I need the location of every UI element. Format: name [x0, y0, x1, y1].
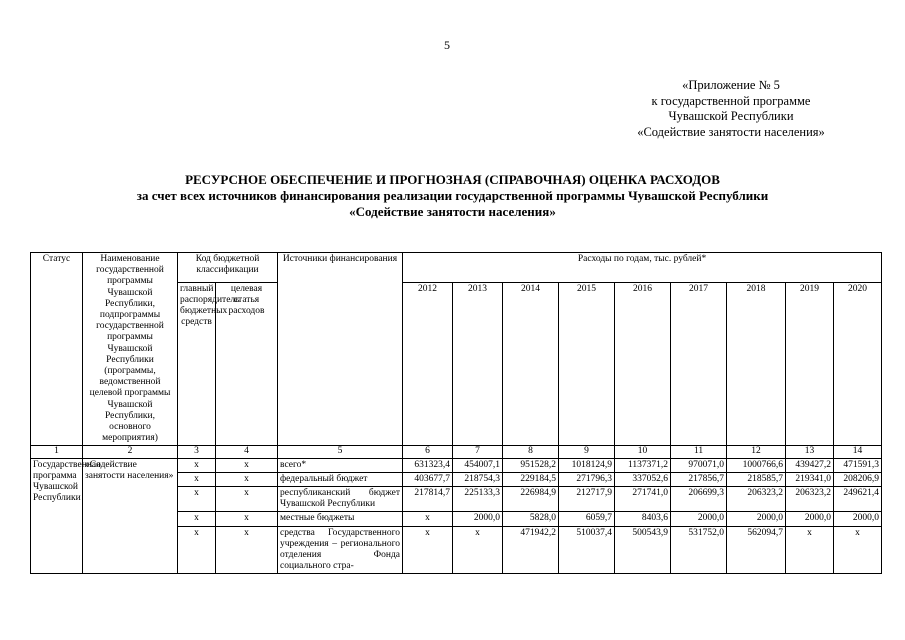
header-year: 2014 — [503, 282, 559, 446]
column-number: 2 — [83, 446, 178, 458]
source-cell: всего* — [278, 458, 403, 472]
value-cell: 226984,9 — [503, 487, 559, 512]
column-number-row — [31, 446, 882, 458]
value-cell: 217814,7 — [403, 487, 453, 512]
value-cell: 206323,2 — [786, 487, 834, 512]
value-cell: х — [834, 526, 882, 574]
header-year: 2015 — [559, 282, 615, 446]
value-cell: 206323,2 — [727, 487, 786, 512]
column-number: 12 — [727, 446, 786, 458]
column-number: 14 — [834, 446, 882, 458]
column-number: 5 — [278, 446, 403, 458]
header-row-1 — [31, 253, 882, 283]
value-cell: 531752,0 — [671, 526, 727, 574]
value-cell: 471942,2 — [503, 526, 559, 574]
value-cell: 403677,7 — [403, 472, 453, 486]
header-year: 2020 — [834, 282, 882, 446]
value-cell: 970071,0 — [671, 458, 727, 472]
header-status: Статус — [31, 253, 83, 446]
title-line-3: «Содействие занятости населения» — [349, 204, 556, 219]
appendix-line-1: «Приложение № 5 — [682, 78, 780, 92]
value-cell: 2000,0 — [834, 512, 882, 526]
header-main-manager: главный распорядитель бюджетных средств — [178, 282, 216, 446]
table-row — [31, 458, 882, 472]
value-cell: 439427,2 — [786, 458, 834, 472]
value-cell: 6059,7 — [559, 512, 615, 526]
value-cell: 471591,3 — [834, 458, 882, 472]
value-cell: 219341,0 — [786, 472, 834, 486]
appendix-caption — [620, 78, 842, 140]
column-number: 11 — [671, 446, 727, 458]
main-manager-cell: х — [178, 472, 216, 486]
header-name: Наименование государственной программы Чувашской Республики, подпрограммы государственной программы Чувашской Республики (программы, ведомственной целевой программы Чувашской Республики, основного мероприятия) — [83, 253, 178, 446]
value-cell: 1000766,6 — [727, 458, 786, 472]
header-budget-code: Код бюджетной классификации — [178, 253, 278, 283]
value-cell: 5828,0 — [503, 512, 559, 526]
value-cell: 271741,0 — [615, 487, 671, 512]
column-number: 1 — [31, 446, 83, 458]
title-line-1: РЕСУРСНОЕ ОБЕСПЕЧЕНИЕ И ПРОГНОЗНАЯ (СПРАВОЧНАЯ) ОЦЕНКА РАСХОДОВ — [185, 172, 720, 187]
value-cell: 562094,7 — [727, 526, 786, 574]
value-cell: 208206,9 — [834, 472, 882, 486]
document-title — [0, 172, 905, 220]
value-cell: 2000,0 — [727, 512, 786, 526]
source-cell: федеральный бюджет — [278, 472, 403, 486]
value-cell: 500543,9 — [615, 526, 671, 574]
column-number: 9 — [559, 446, 615, 458]
value-cell: 212717,9 — [559, 487, 615, 512]
header-year: 2018 — [727, 282, 786, 446]
value-cell: 631323,4 — [403, 458, 453, 472]
value-cell: 218754,3 — [453, 472, 503, 486]
target-article-cell: х — [216, 487, 278, 512]
value-cell: х — [786, 526, 834, 574]
header-sources: Источники финансирования — [278, 253, 403, 446]
value-cell: 2000,0 — [786, 512, 834, 526]
appendix-line-2: к государственной программе — [651, 93, 811, 108]
value-cell: 206699,3 — [671, 487, 727, 512]
column-number: 13 — [786, 446, 834, 458]
resource-table — [30, 252, 882, 574]
source-cell: местные бюджеты — [278, 512, 403, 526]
header-expenses: Расходы по годам, тыс. рублей* — [403, 253, 882, 283]
main-manager-cell: х — [178, 512, 216, 526]
value-cell: 218585,7 — [727, 472, 786, 486]
target-article-cell: х — [216, 472, 278, 486]
main-manager-cell: х — [178, 487, 216, 512]
column-number: 7 — [453, 446, 503, 458]
value-cell: х — [453, 526, 503, 574]
value-cell: 337052,6 — [615, 472, 671, 486]
column-number: 8 — [503, 446, 559, 458]
header-year: 2016 — [615, 282, 671, 446]
main-manager-cell: х — [178, 458, 216, 472]
main-manager-cell: х — [178, 526, 216, 574]
value-cell: 1018124,9 — [559, 458, 615, 472]
header-year: 2013 — [453, 282, 503, 446]
target-article-cell: х — [216, 458, 278, 472]
value-cell: 951528,2 — [503, 458, 559, 472]
value-cell: 454007,1 — [453, 458, 503, 472]
value-cell: 225133,3 — [453, 487, 503, 512]
header-target-article: целевая статья расходов — [216, 282, 278, 446]
page-number: 5 — [444, 38, 450, 52]
program-name-cell: «Содействие занятости населения» — [83, 458, 178, 574]
value-cell: 8403,6 — [615, 512, 671, 526]
source-cell: республиканский бюджет Чувашской Республики — [278, 487, 403, 512]
value-cell: 2000,0 — [453, 512, 503, 526]
header-year: 2019 — [786, 282, 834, 446]
column-number: 4 — [216, 446, 278, 458]
target-article-cell: х — [216, 526, 278, 574]
column-number: 6 — [403, 446, 453, 458]
appendix-line-3: Чувашской Республики — [668, 109, 794, 123]
header-year: 2017 — [671, 282, 727, 446]
status-cell: Государственная программа Чувашской Республики — [31, 458, 83, 574]
column-number: 10 — [615, 446, 671, 458]
appendix-line-4: «Содействие занятости населения» — [637, 124, 825, 139]
source-cell: средства Государственного учреждения – регионального отделения Фонда социального стра- — [278, 526, 403, 574]
value-cell: 271796,3 — [559, 472, 615, 486]
header-year: 2012 — [403, 282, 453, 446]
title-line-2: за счет всех источников финансирования реализации государственной программы Чувашской Республики — [136, 188, 769, 203]
value-cell: 249621,4 — [834, 487, 882, 512]
value-cell: х — [403, 526, 453, 574]
value-cell: 229184,5 — [503, 472, 559, 486]
target-article-cell: х — [216, 512, 278, 526]
value-cell: 510037,4 — [559, 526, 615, 574]
column-number: 3 — [178, 446, 216, 458]
value-cell: 2000,0 — [671, 512, 727, 526]
value-cell: 217856,7 — [671, 472, 727, 486]
value-cell: 1137371,2 — [615, 458, 671, 472]
value-cell: х — [403, 512, 453, 526]
